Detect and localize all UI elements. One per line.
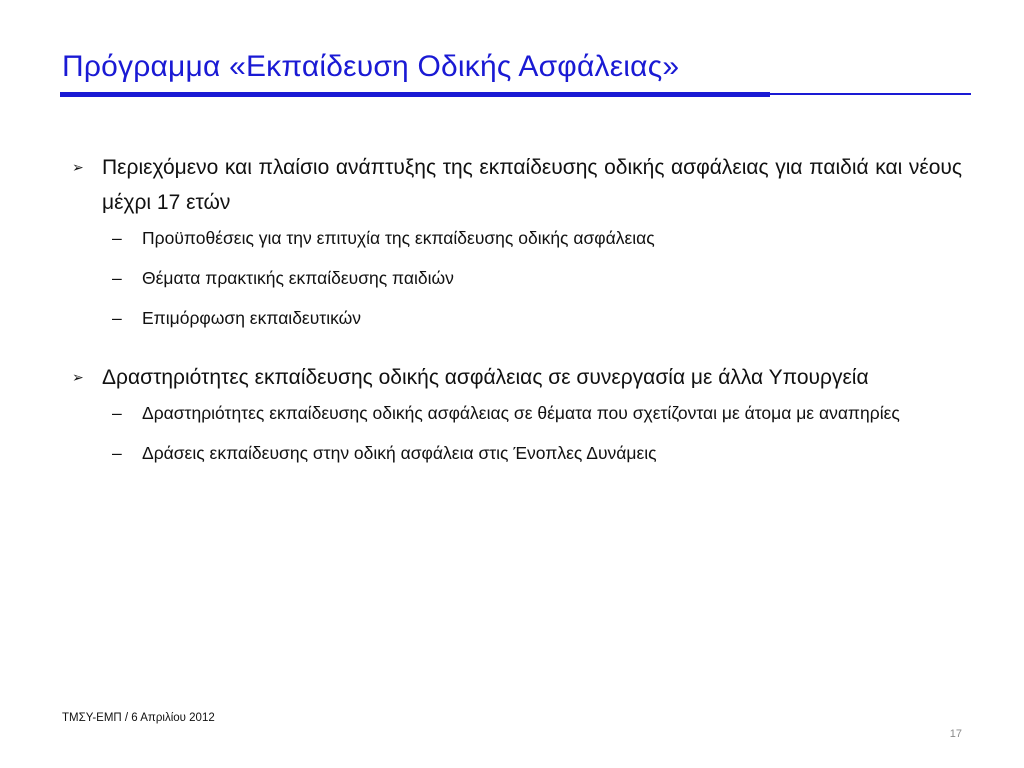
section-bullet	[72, 360, 962, 395]
dash-icon: –	[112, 308, 122, 328]
arrowhead-bullet-icon: ➢	[72, 369, 84, 385]
section-bullet	[72, 150, 962, 220]
page-number: 17	[949, 728, 962, 740]
dash-icon: –	[112, 403, 122, 423]
dash-icon: –	[112, 228, 122, 248]
slide-title: Πρόγραμμα «Εκπαίδευση Οδικής Ασφάλειας»	[62, 50, 680, 83]
sub-bullet	[72, 302, 962, 334]
arrowhead-bullet-icon: ➢	[72, 159, 84, 175]
sub-bullet-text: Θέματα πρακτικής εκπαίδευσης παιδιών	[142, 268, 454, 288]
sub-bullet-text: Προϋποθέσεις για την επιτυχία της εκπαίδευσης οδικής ασφάλειας	[142, 228, 655, 248]
sub-bullet	[72, 222, 962, 254]
sub-bullet	[72, 262, 962, 294]
section-block	[72, 360, 962, 469]
sub-bullet	[72, 437, 962, 469]
footer-text: ΤΜΣΥ-ΕΜΠ / 6 Απριλίου 2012	[62, 712, 215, 724]
sub-bullet-text: Επιμόρφωση εκπαιδευτικών	[142, 308, 362, 328]
sub-bullet-text: Δραστηριότητες εκπαίδευσης οδικής ασφάλειας σε θέματα που σχετίζονται με άτομα με αναπηρίες	[142, 403, 900, 423]
sub-bullet-text: Δράσεις εκπαίδευσης στην οδική ασφάλεια στις Ένοπλες Δυνάμεις	[142, 443, 657, 463]
sub-bullet	[72, 397, 962, 429]
title-underline-thin	[770, 93, 971, 95]
section-block	[72, 150, 962, 334]
title-underline-thick	[60, 92, 770, 97]
section-text: Δραστηριότητες εκπαίδευσης οδικής ασφάλειας σε συνεργασία με άλλα Υπουργεία	[102, 366, 869, 389]
section-text: Περιεχόμενο και πλαίσιο ανάπτυξης της εκπαίδευσης οδικής ασφάλειας για παιδιά και νέους μέχρι 17 ετών	[102, 156, 962, 214]
dash-icon: –	[112, 443, 122, 463]
slide-content	[72, 150, 962, 469]
dash-icon: –	[112, 268, 122, 288]
